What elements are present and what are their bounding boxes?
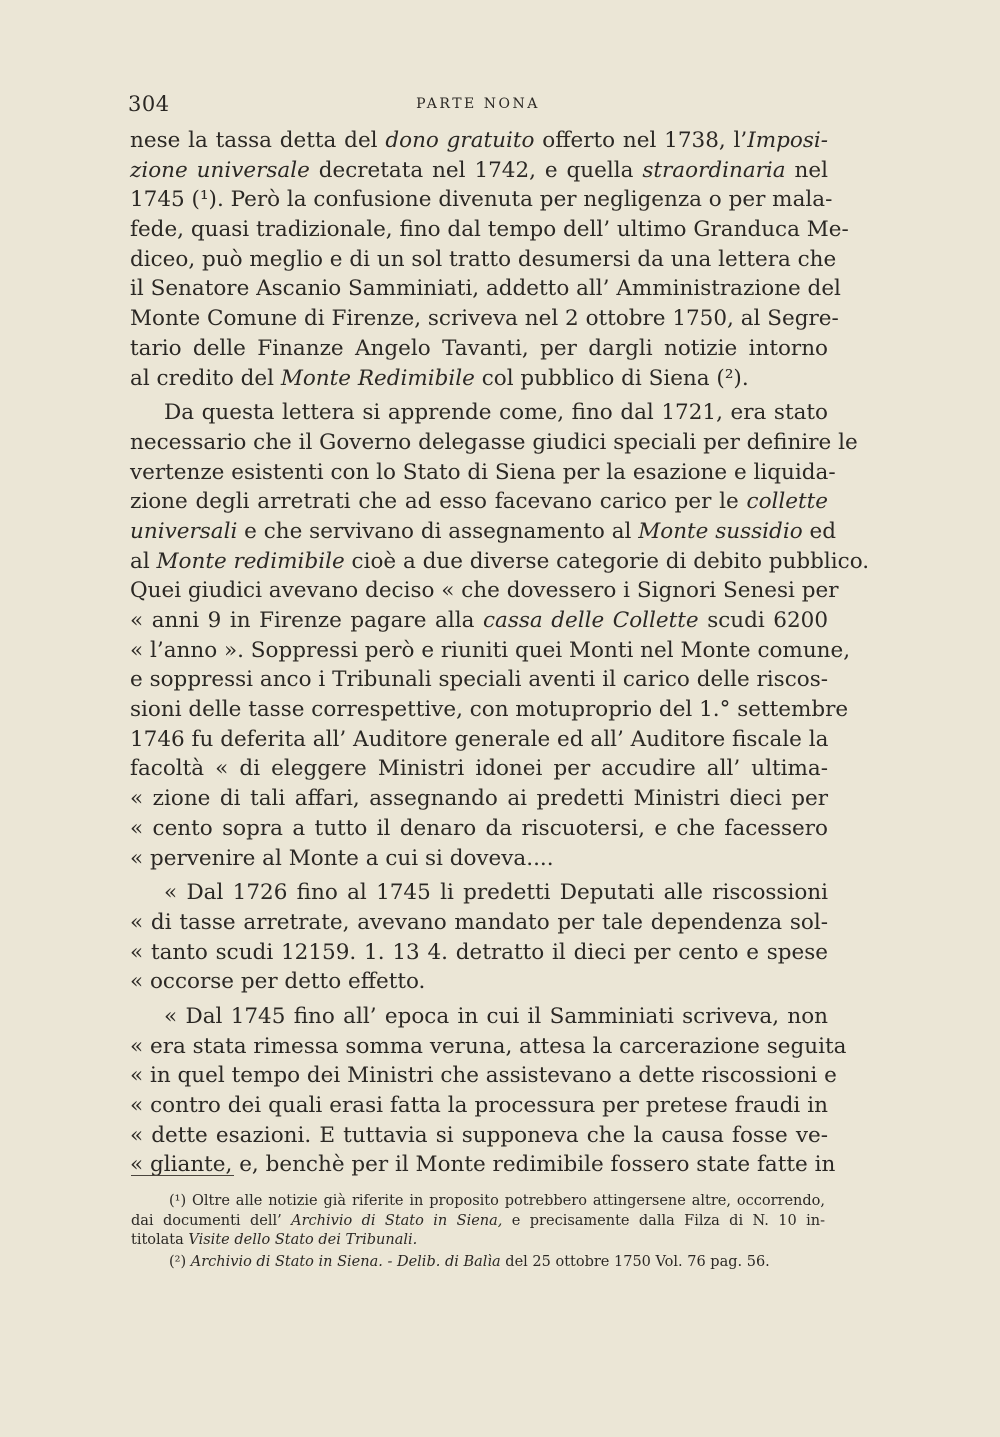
text-line: universali e che servivano di assegnamento al Monte sussidio ed xyxy=(130,518,836,544)
footnote-line: (²) Archivio di Stato in Siena. - Delib. di Balìa del 25 ottobre 1750 Vol. 76 pag. 56. xyxy=(169,1253,770,1270)
italic-text: Archivio di Stato in Siena, xyxy=(291,1212,503,1229)
italic-text: Visite dello Stato dei Tribunali. xyxy=(188,1232,418,1248)
text-line: e soppressi anco i Tribunali speciali aventi il carico delle riscos- xyxy=(130,667,828,693)
text-line: « era stata rimessa somma veruna, attesa la carcerazione seguita xyxy=(130,1033,847,1059)
text-line: « pervenire al Monte a cui si doveva.... xyxy=(130,845,554,871)
footnotes xyxy=(131,1192,825,1272)
text-line: fede, quasi tradizionale, fino dal tempo dell’ ultimo Granduca Me- xyxy=(130,217,849,243)
italic-text: collette xyxy=(746,489,828,515)
text-line: diceo, può meglio e di un sol tratto desumersi da una lettera che xyxy=(130,246,837,272)
text-line: il Senatore Ascanio Samminiati, addetto all’ Amministrazione del xyxy=(130,276,841,302)
text-line: necessario che il Governo delegasse giudici speciali per definire le xyxy=(130,429,858,455)
footnote-line: (¹) Oltre alle notizie già riferite in proposito potrebbero attingersene altre, occorrendo, xyxy=(169,1193,825,1209)
text-line: « Dal 1745 fino all’ epoca in cui il Samminiati scriveva, non xyxy=(164,1003,828,1029)
text-line: Monte Comune di Firenze, scriveva nel 2 ottobre 1750, al Segre- xyxy=(130,306,839,332)
text-line: « contro dei quali erasi fatta la processura per pretese fraudi in xyxy=(130,1093,828,1118)
text-line: « gliante, e, benchè per il Monte redimibile fossero state fatte in xyxy=(130,1152,836,1178)
text-line: 1745 (¹). Però la confusione divenuta per negligenza o per mala- xyxy=(130,187,833,213)
italic-text: Archivio di Stato in Siena. - Delib. di Balìa xyxy=(190,1253,501,1270)
main-text xyxy=(130,126,870,1180)
text-line: zione universale decretata nel 1742, e quella straordinaria nel xyxy=(130,157,828,183)
italic-text: zione universale xyxy=(130,157,310,183)
text-line: « l’anno ». Soppressi però e riuniti quei Monti nel Monte comune, xyxy=(130,637,851,663)
italic-text: Monte sussidio xyxy=(638,518,803,544)
text-line: « di tasse arretrate, avevano mandato per tale dependenza sol- xyxy=(130,909,828,935)
italic-text: Monte redimibile xyxy=(156,548,345,574)
text-line: al credito del Monte Redimibile col pubblico di Siena (²). xyxy=(130,365,749,391)
text-line: sioni delle tasse correspettive, con motuproprio del 1.° settembre xyxy=(130,697,849,723)
text-line: nese la tassa detta del dono gratuito offerto nel 1738, l’Imposi- xyxy=(130,128,828,153)
text-line: « tanto scudi 12159. 1. 13 4. detratto il dieci per cento e spese xyxy=(130,939,828,965)
text-line: « Dal 1726 fino al 1745 li predetti Deputati alle riscossioni xyxy=(164,880,828,906)
footnote-line: dai documenti dell’ Archivio di Stato in Siena, e precisamente dalla Filza di N. 10 in- xyxy=(131,1212,825,1229)
text-line: Da questa lettera si apprende come, fino dal 1721, era stato xyxy=(164,400,828,426)
text-line: « occorse per detto effetto. xyxy=(130,969,426,995)
text-line: « zione di tali affari, assegnando ai predetti Ministri dieci per xyxy=(130,786,828,812)
text-line: Quei giudici avevano deciso « che dovessero i Signori Senesi per xyxy=(130,578,839,604)
text-line: facoltà « di eleggere Ministri idonei per accudire all’ ultima- xyxy=(130,756,828,782)
italic-text: straordinaria xyxy=(642,157,786,183)
text-line: tario delle Finanze Angelo Tavanti, per dargli notizie intorno xyxy=(130,335,828,361)
text-line: vertenze esistenti con lo Stato di Siena per la esazione e liquida- xyxy=(130,459,836,485)
italic-text: universali xyxy=(130,518,238,544)
italic-text: Imposi- xyxy=(747,128,828,153)
text-line: « dette esazioni. E tuttavia si supponeva che la causa fosse ve- xyxy=(130,1122,828,1148)
text-line: 1746 fu deferita all’ Auditore generale ed all’ Auditore fiscale la xyxy=(130,726,829,752)
italic-text: Monte Redimibile xyxy=(280,365,475,391)
text-line: « in quel tempo dei Ministri che assistevano a dette riscossioni e xyxy=(130,1063,837,1089)
italic-text: cassa delle Collette xyxy=(482,608,699,633)
text-line: « cento sopra a tutto il denaro da riscuotersi, e che facessero xyxy=(130,815,828,841)
page-number: 304 xyxy=(128,92,170,116)
page-header xyxy=(128,92,828,122)
text-line: al Monte redimibile cioè a due diverse categorie di debito pubblico. xyxy=(130,548,870,574)
italic-text: dono gratuito xyxy=(385,128,535,153)
footnote-line: titolata Visite dello Stato dei Tribunali. xyxy=(131,1232,418,1248)
text-line: zione degli arretrati che ad esso facevano carico per le collette xyxy=(130,489,828,515)
running-title: PARTE NONA xyxy=(416,96,540,112)
text-line: « anni 9 in Firenze pagare alla cassa delle Collette scudi 6200 xyxy=(130,608,829,633)
footnote-divider xyxy=(131,1175,234,1176)
